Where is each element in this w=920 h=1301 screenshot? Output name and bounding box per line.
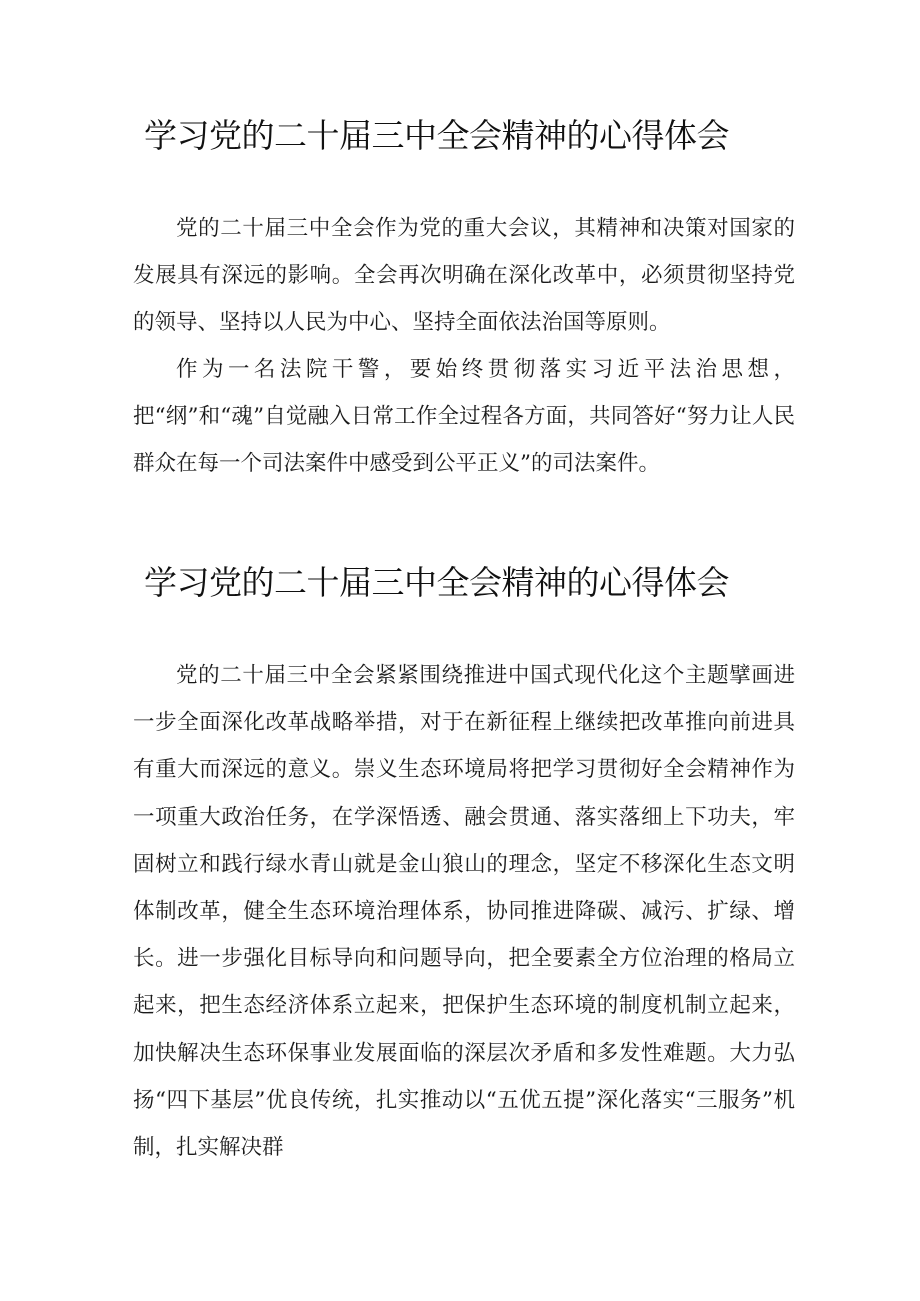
section-1-body [133,205,795,487]
section-1-paragraph-1: 党的二十届三中全会作为党的重大会议，其精神和决策对国家的发展具有深远的影响。全会再次明确在深化改革中，必须贯彻坚持党的领导、坚持以人民为中心、坚持全面依法治国等原则。 [133,216,795,335]
section-2-title: 学习党的二十届三中全会精神的心得体会 [144,563,729,602]
section-2-paragraph-1: 党的二十届三中全会紧紧围绕推进中国式现代化这个主题擘画进一步全面深化改革战略举措，对于在新征程上继续把改革推向前进具有重大而深远的意义。崇义生态环境局将把学习贯彻好全会精神作为一项重大政治任务，在学深悟透、融会贯通、落实落细上下功夫，牢固树立和践行绿水青山就是金山狼山的理念，坚定不移深化生态文明体制改革，健全生态环境治理体系，协同推进降碳、减污、扩绿、增长。进一步强化目标导向和问题导向，把全要素全方位治理的格局立起来，把生态经济体系立起来，把保护生态环境的制度机制立起来，加快解决生态环保事业发展面临的深层次矛盾和多发性难题。大力弘扬“四下基层”优良传统，扎实推动以“五优五提”深化落实“三服务”机制，扎实解决群 [133,663,795,1161]
section-1-paragraph-2: 作为一名法院干警，要始终贯彻落实习近平法治思想，把“纲”和“魂”自觉融入日常工作全过程各方面，共同答好“努力让人民群众在每一个司法案件中感受到公平正义”的司法案件。 [133,357,795,476]
section-1-title: 学习党的二十届三中全会精神的心得体会 [144,116,729,155]
section-2-body [133,652,795,1171]
